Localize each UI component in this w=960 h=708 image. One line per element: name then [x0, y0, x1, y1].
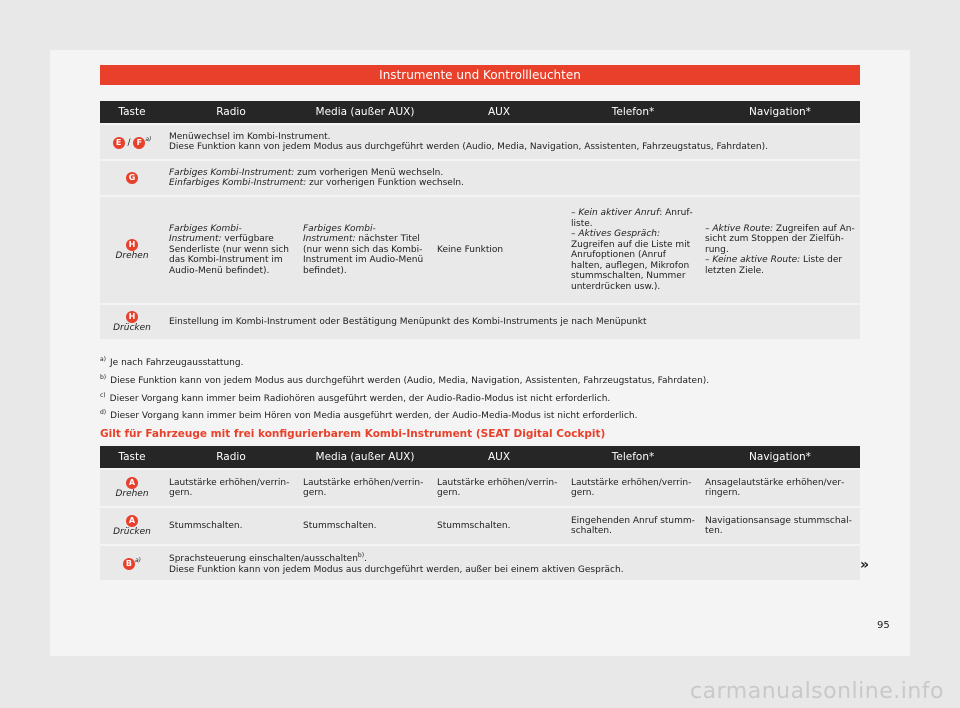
- key-cell: [100, 305, 164, 339]
- watermark: carmanualsonline.info: [690, 679, 944, 704]
- footnote-mark: d): [100, 409, 107, 416]
- description-text: zur vorherigen Funktion wechseln.: [306, 178, 464, 188]
- footnote: [100, 354, 243, 369]
- key-h-badge: H: [126, 239, 138, 251]
- cell-text: Zugreifen auf Ansicht zum Stoppen der Zielführung.: [705, 223, 855, 255]
- footnote: [100, 372, 709, 387]
- dash: –: [705, 223, 713, 234]
- header-taste: Taste: [100, 446, 164, 468]
- cell-text: verfügbare Senderliste (nur wenn sich das Kombi-Instrument im Audio-Menü befindet).: [169, 234, 290, 276]
- emphasis-text: Aktive Route:: [712, 223, 774, 234]
- table-row: [100, 470, 860, 506]
- header-aux: AUX: [432, 101, 566, 123]
- media-cell: Stummschalten.: [298, 508, 432, 544]
- navigation-cell: Navigationsansage stummschalten.: [700, 508, 860, 544]
- cell-text: Liste der letzten Ziele.: [705, 255, 843, 276]
- key-a-badge: A: [126, 477, 138, 489]
- table-header-row: [100, 446, 860, 468]
- header-taste: Taste: [100, 101, 164, 123]
- footnote: [100, 390, 610, 405]
- row-description: [164, 161, 860, 195]
- header-telefon: Telefon*: [566, 446, 700, 468]
- table-row: [100, 197, 860, 303]
- key-cell: [100, 161, 164, 195]
- table-row: [100, 546, 860, 580]
- header-radio: Radio: [164, 101, 298, 123]
- page-number: 95: [877, 620, 890, 631]
- dash: –: [571, 208, 579, 218]
- navigation-cell: Ansagelautstärke erhöhen/verringern.: [700, 470, 860, 506]
- emphasis-text: Farbiges Kombi-Instrument:: [169, 167, 295, 178]
- key-separator: /: [127, 138, 131, 149]
- table-row: [100, 161, 860, 195]
- footnote-ref: a): [145, 136, 152, 144]
- header-media: Media (außer AUX): [298, 101, 432, 123]
- key-action-label: Drehen: [115, 250, 149, 261]
- cell-text: Zugreifen auf die Liste mit Anrufoptionen (Anruf halten, auflegen, Mikrofon stummschalten, Nummer unterdrücken usw.).: [571, 239, 691, 292]
- radio-cell: [164, 197, 298, 303]
- controls-table-2: [100, 444, 860, 582]
- description-line: Diese Funktion kann von jedem Modus aus durchgeführt werden, außer bei einem aktiven Gespräch.: [169, 564, 624, 575]
- continue-arrow-icon: »: [860, 557, 870, 573]
- footnote-ref: b): [357, 552, 365, 559]
- aux-cell: Keine Funktion: [432, 197, 566, 303]
- media-cell: [298, 197, 432, 303]
- description-line: Diese Funktion kann von jedem Modus aus durchgeführt werden (Audio, Media, Navigation, Assistenten, Fahrzeugstatus, Fahrdaten).: [169, 142, 768, 152]
- footnote-mark: a): [100, 356, 107, 363]
- emphasis-text: Keine aktive Route:: [712, 255, 801, 266]
- key-a-badge: A: [126, 515, 138, 527]
- header-navigation: Navigation*: [700, 446, 860, 468]
- radio-cell: Lautstärke erhöhen/verringern.: [164, 470, 298, 506]
- header-radio: Radio: [164, 446, 298, 468]
- table-header-row: [100, 101, 860, 123]
- aux-cell: Lautstärke erhöhen/verringern.: [432, 470, 566, 506]
- page-title: Instrumente und Kontrollleuchten: [100, 65, 860, 85]
- cell-text: nächster Titel (nur wenn sich das Kombi-Instrument im Audio-Menü befindet).: [303, 234, 424, 276]
- key-h-badge: H: [126, 311, 138, 323]
- emphasis-text: Farbiges Kombi-Instrument:: [169, 223, 242, 245]
- footnote: [100, 407, 637, 422]
- key-g-badge: G: [126, 172, 138, 184]
- section-title: Gilt für Fahrzeuge mit frei konfigurierbarem Kombi-Instrument (SEAT Digital Cockpit): [100, 428, 606, 440]
- cell-text: : Anrufliste.: [571, 208, 693, 229]
- key-cell: [100, 470, 164, 506]
- row-description: [164, 546, 860, 580]
- footnote-text: Dieser Vorgang kann immer beim Radiohören ausgeführt werden, der Audio-Radio-Modus ist nicht erforderlich.: [109, 394, 611, 404]
- key-cell: [100, 508, 164, 544]
- controls-table-1: [100, 99, 860, 341]
- telefon-cell: [566, 197, 700, 303]
- emphasis-text: Kein aktiver Anruf: [578, 208, 660, 218]
- key-f-badge: F: [133, 137, 145, 149]
- emphasis-text: Farbiges Kombi-Instrument:: [303, 223, 376, 245]
- footnote-mark: b): [100, 374, 107, 381]
- key-action-label: Drücken: [113, 526, 151, 537]
- media-cell: Lautstärke erhöhen/verringern.: [298, 470, 432, 506]
- aux-cell: Stummschalten.: [432, 508, 566, 544]
- description-text: zum vorherigen Menü wechseln.: [294, 167, 444, 178]
- emphasis-text: Aktives Gespräch:: [578, 229, 660, 239]
- emphasis-text: Einfarbiges Kombi-Instrument:: [169, 178, 307, 188]
- key-b-badge: B: [123, 558, 135, 570]
- footnote-text: Je nach Fahrzeugausstattung.: [110, 358, 244, 368]
- table-row: [100, 125, 860, 159]
- dash: –: [571, 229, 579, 239]
- footnote-ref: a): [134, 557, 142, 565]
- row-description: [164, 125, 860, 159]
- telefon-cell: Eingehenden Anruf stummschalten.: [566, 508, 700, 544]
- telefon-cell: Lautstärke erhöhen/verringern.: [566, 470, 700, 506]
- description-text: .: [364, 554, 367, 564]
- radio-cell: Stummschalten.: [164, 508, 298, 544]
- key-action-label: Drehen: [115, 488, 149, 499]
- footnote-text: Dieser Vorgang kann immer beim Hören von Media ausgeführt werden, der Audio-Media-Modus ist nicht erforderlich.: [110, 411, 638, 421]
- description-text: Sprachsteuerung einschalten/ausschalten: [169, 554, 358, 564]
- table-row: [100, 305, 860, 339]
- header-aux: AUX: [432, 446, 566, 468]
- navigation-cell: [700, 197, 860, 303]
- dash: –: [705, 255, 713, 266]
- header-media: Media (außer AUX): [298, 446, 432, 468]
- key-cell: [100, 125, 164, 159]
- header-navigation: Navigation*: [700, 101, 860, 123]
- header-telefon: Telefon*: [566, 101, 700, 123]
- description-line: Menüwechsel im Kombi-Instrument.: [169, 131, 331, 142]
- table-row: [100, 508, 860, 544]
- footnote-text: Diese Funktion kann von jedem Modus aus durchgeführt werden (Audio, Media, Navigation, Assistenten, Fahrzeugstatus, Fahrdaten).: [110, 376, 710, 386]
- footnote-mark: c): [100, 392, 106, 399]
- key-e-badge: E: [113, 137, 125, 149]
- row-description: Einstellung im Kombi-Instrument oder Bestätigung Menüpunkt des Kombi-Instruments je nach Menüpunkt: [164, 305, 860, 339]
- key-action-label: Drücken: [113, 322, 151, 333]
- key-cell: [100, 197, 164, 303]
- key-cell: [100, 546, 164, 580]
